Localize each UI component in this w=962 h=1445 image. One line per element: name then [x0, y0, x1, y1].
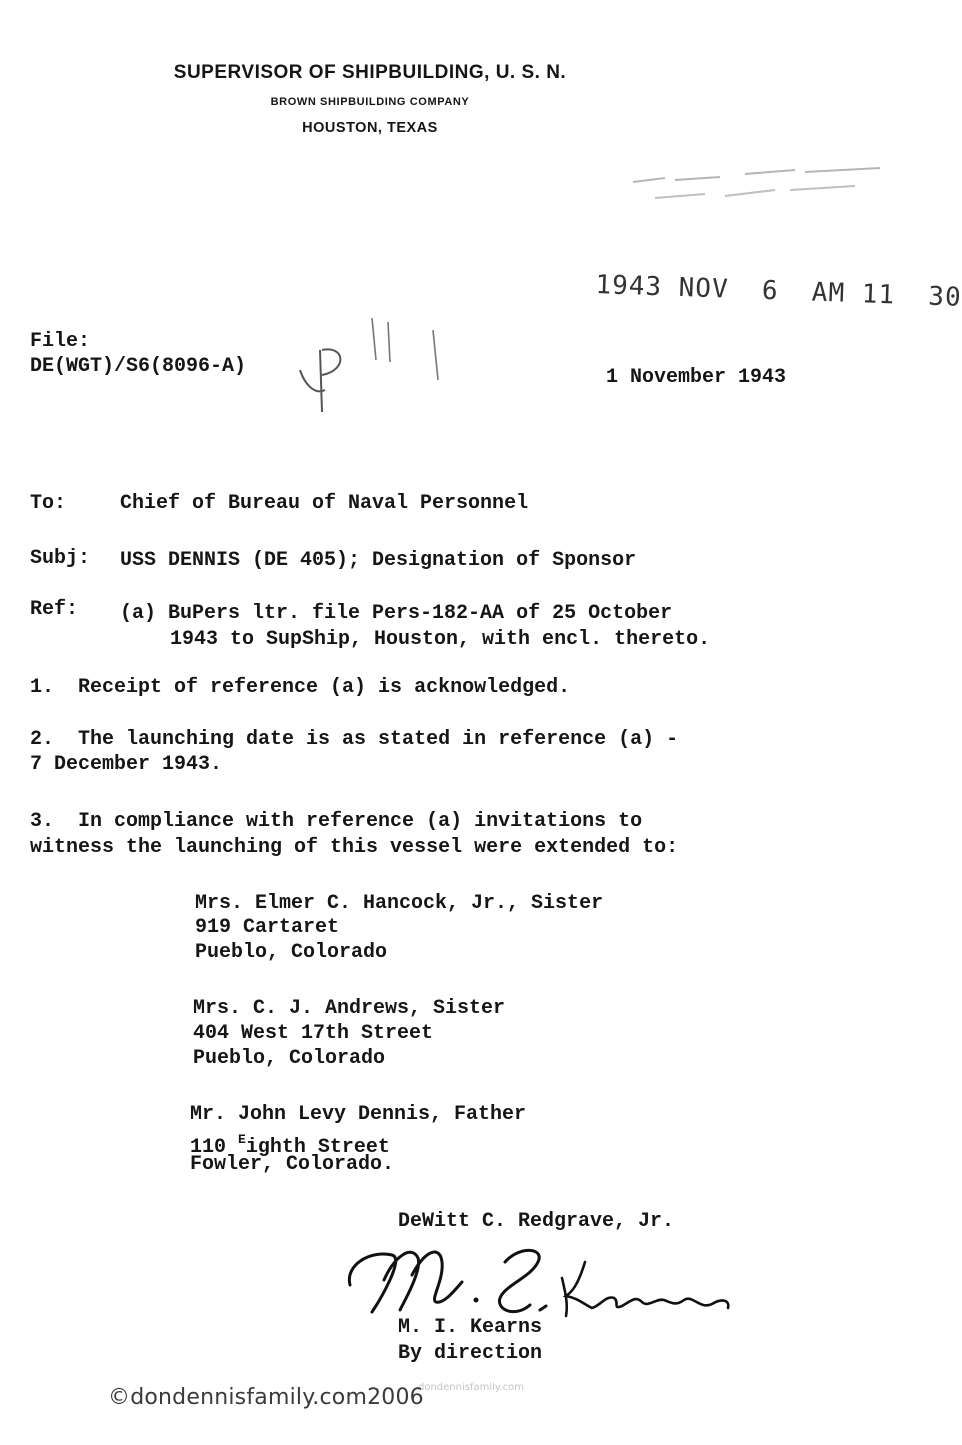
paragraph-1: 1. Receipt of reference (a) is acknowledged. — [30, 676, 571, 699]
invitee-2-name: Mrs. C. J. Andrews, Sister — [193, 997, 506, 1020]
invitee-2-city: Pueblo, Colorado — [193, 1047, 386, 1070]
watermark-text: dondennisfamily.com — [418, 1382, 524, 1393]
received-date-stamp: 1943 NOV 6 AM 11 30 — [594, 270, 962, 313]
subject-value: USS DENNIS (DE 405); Designation of Sponsor — [120, 549, 637, 572]
paragraph-3-line-1: 3. In compliance with reference (a) invitations to — [30, 810, 643, 833]
file-number: DE(WGT)/S6(8096-A) — [30, 355, 247, 378]
invitee-3-street-number: 110 — [190, 1136, 239, 1159]
invitee-3-street-superscript: E — [238, 1132, 246, 1147]
to-value: Chief of Bureau of Naval Personnel — [120, 492, 529, 515]
signer-name-typed: M. I. Kearns — [398, 1316, 543, 1339]
paragraph-2-line-1: 2. The launching date is as stated in reference (a) - — [30, 728, 679, 751]
file-label: File: — [30, 330, 91, 353]
invitee-3-name: Mr. John Levy Dennis, Father — [190, 1103, 527, 1126]
signature-name-typed: DeWitt C. Redgrave, Jr. — [398, 1210, 675, 1233]
by-direction: By direction — [398, 1342, 543, 1365]
invitee-1-name: Mrs. Elmer C. Hancock, Jr., Sister — [195, 892, 604, 915]
copyright-notice: ©dondennisfamily.com2006 — [108, 1385, 424, 1410]
reference-line-2: 1943 to SupShip, Houston, with encl. thereto. — [170, 628, 711, 651]
letterhead-location: HOUSTON, TEXAS — [302, 120, 438, 136]
reference-label: Ref: — [30, 598, 79, 621]
invitee-1-street: 919 Cartaret — [195, 916, 340, 939]
invitee-3-street-rest: ighth Street — [245, 1136, 390, 1159]
invitee-3-city: Fowler, Colorado. — [190, 1153, 395, 1176]
paragraph-2-line-2: 7 December 1943. — [30, 753, 223, 776]
subject-label: Subj: — [30, 547, 91, 570]
reference-line-1: (a) BuPers ltr. file Pers-182-AA of 25 October — [120, 602, 673, 625]
letterhead-title: SUPERVISOR OF SHIPBUILDING, U. S. N. — [173, 62, 567, 83]
letterhead-company: BROWN SHIPBUILDING COMPANY — [270, 96, 470, 108]
invitee-2-street: 404 West 17th Street — [193, 1022, 434, 1045]
letter-date: 1 November 1943 — [606, 366, 787, 389]
to-label: To: — [30, 492, 67, 515]
paragraph-3-line-2: witness the launching of this vessel were extended to: — [30, 836, 679, 859]
invitee-1-city: Pueblo, Colorado — [195, 941, 388, 964]
